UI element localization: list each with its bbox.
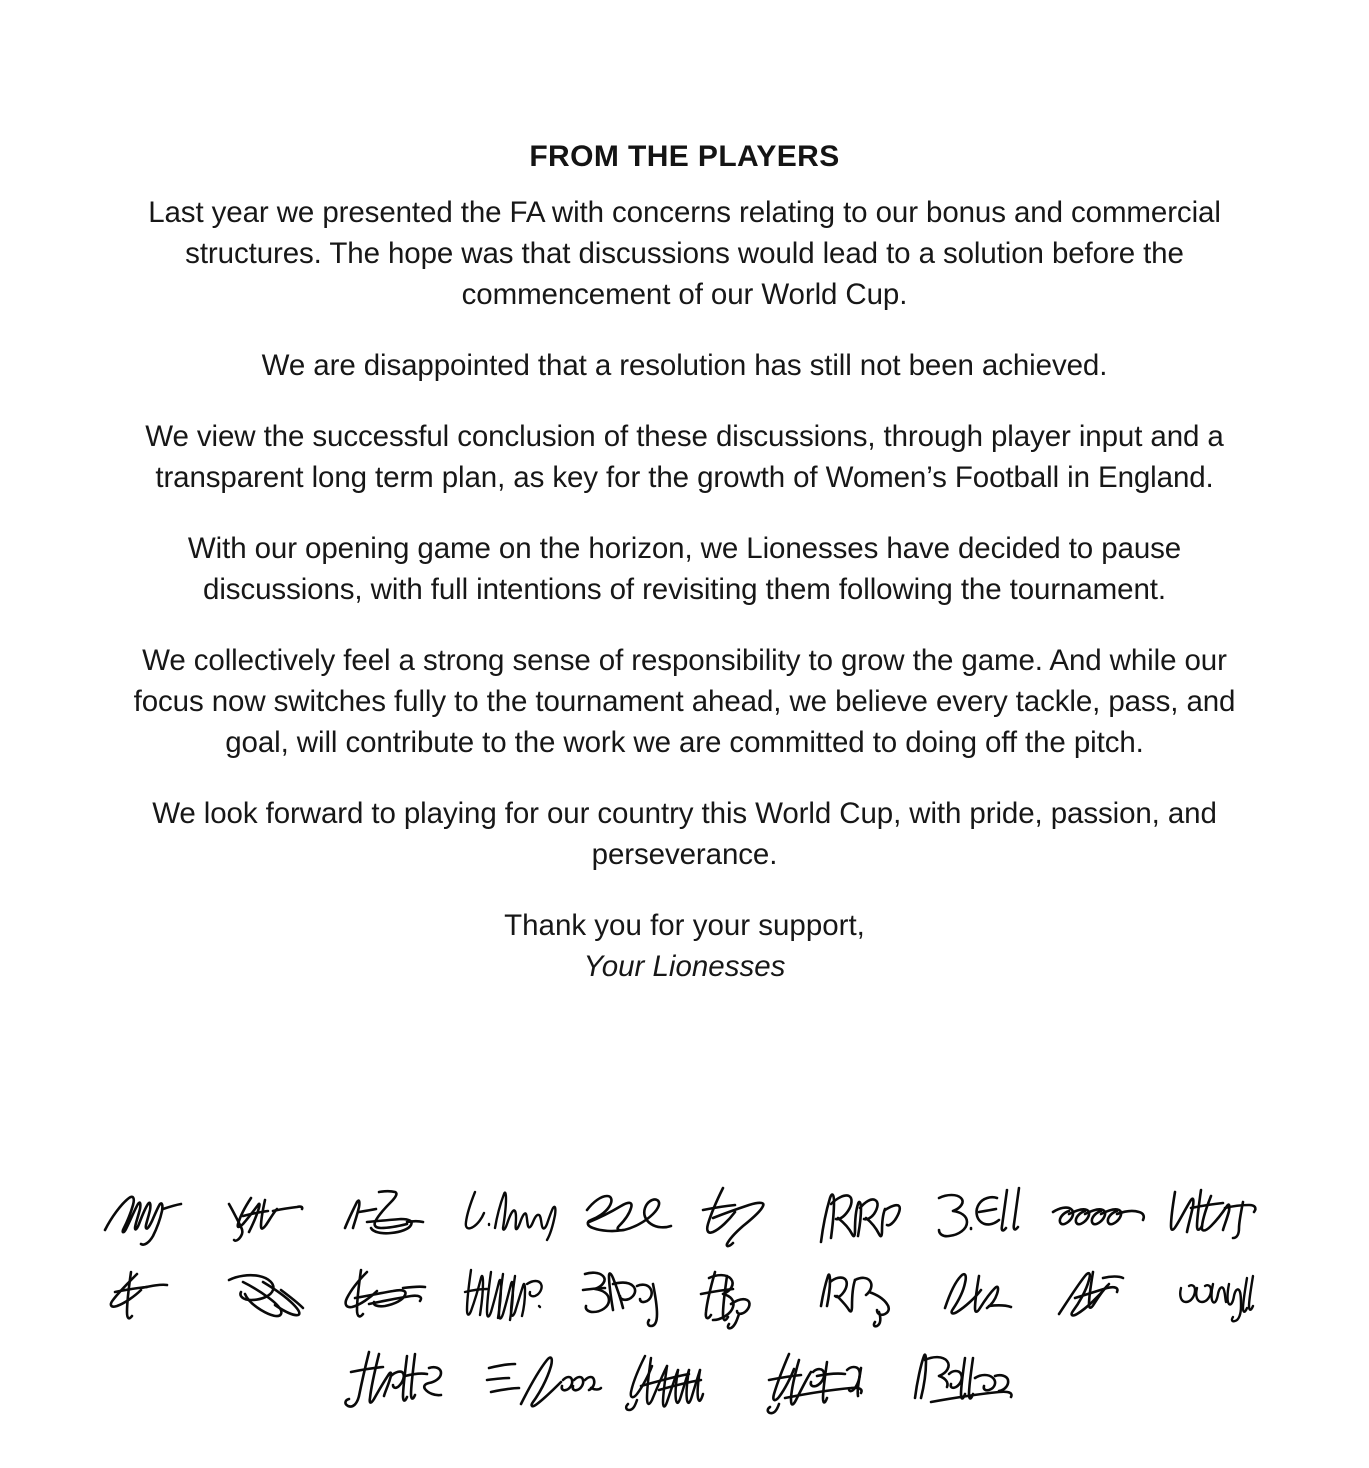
signoff-thanks-line: Thank you for your support,: [504, 909, 865, 942]
signature-handwritten-8: [923, 1178, 1041, 1252]
signature-handwritten-13: [333, 1258, 451, 1332]
statement-paragraph-6: We look forward to playing for our country this World Cup, with pride, passion, and perseverance.: [152, 797, 1217, 871]
signoff-signature-line: Your Lionesses: [583, 950, 786, 983]
signature-handwritten-6: [687, 1178, 805, 1252]
signature-handwritten-4: [451, 1178, 569, 1252]
signature-handwritten-23: [615, 1342, 755, 1416]
signature-handwritten-19: [1041, 1258, 1159, 1332]
signature-handwritten-25: [895, 1342, 1035, 1416]
signature-handwritten-12: [215, 1258, 333, 1332]
signature-block: [0, 1178, 1369, 1418]
statement-paragraph-2: We are disappointed that a resolution has still not been achieved.: [261, 349, 1108, 382]
signoff-block: [115, 905, 1255, 987]
signature-handwritten-10: [1159, 1178, 1277, 1252]
signature-handwritten-11: [97, 1258, 215, 1332]
statement-paragraph-4: With our opening game on the horizon, we Lionesses have decided to pause discussions, with full intentions of revisiting them following the tournament.: [187, 532, 1182, 606]
statement-paragraph-5: We collectively feel a strong sense of responsibility to grow the game. And while our focus now switches fully to the tournament ahead, we believe every tackle, pass, and goal, will contribute to the work we are committed to doing off the pitch.: [133, 644, 1236, 759]
statement-paragraph-1: Last year we presented the FA with concerns relating to our bonus and commercial structures. The hope was that discussions would lead to a solution before the commencement of our World Cup.: [148, 196, 1221, 311]
signature-handwritten-2: [215, 1178, 333, 1252]
statement-paragraph-3: We view the successful conclusion of these discussions, through player input and a transparent long term plan, as key for the growth of Women’s Football in England.: [145, 420, 1224, 494]
signature-handwritten-22: [475, 1342, 615, 1416]
page-title: FROM THE PLAYERS: [529, 140, 840, 173]
signature-handwritten-1: [97, 1178, 215, 1252]
signature-handwritten-7: [805, 1178, 923, 1252]
signature-handwritten-16: [687, 1258, 805, 1332]
signature-handwritten-14: [451, 1258, 569, 1332]
signature-handwritten-21: [335, 1342, 475, 1416]
signature-handwritten-17: [805, 1258, 923, 1332]
signature-handwritten-18: [923, 1258, 1041, 1332]
signature-row-1: [4, 1178, 1369, 1252]
signature-handwritten-20: [1159, 1258, 1277, 1332]
signature-handwritten-9: [1041, 1178, 1159, 1252]
statement-body: [115, 174, 1255, 987]
signature-row-2: [4, 1258, 1369, 1332]
signature-handwritten-15: [569, 1258, 687, 1332]
signature-handwritten-5: [569, 1178, 687, 1252]
signature-handwritten-3: [333, 1178, 451, 1252]
signature-handwritten-24: [755, 1342, 895, 1416]
signature-row-3: [0, 1342, 1369, 1416]
